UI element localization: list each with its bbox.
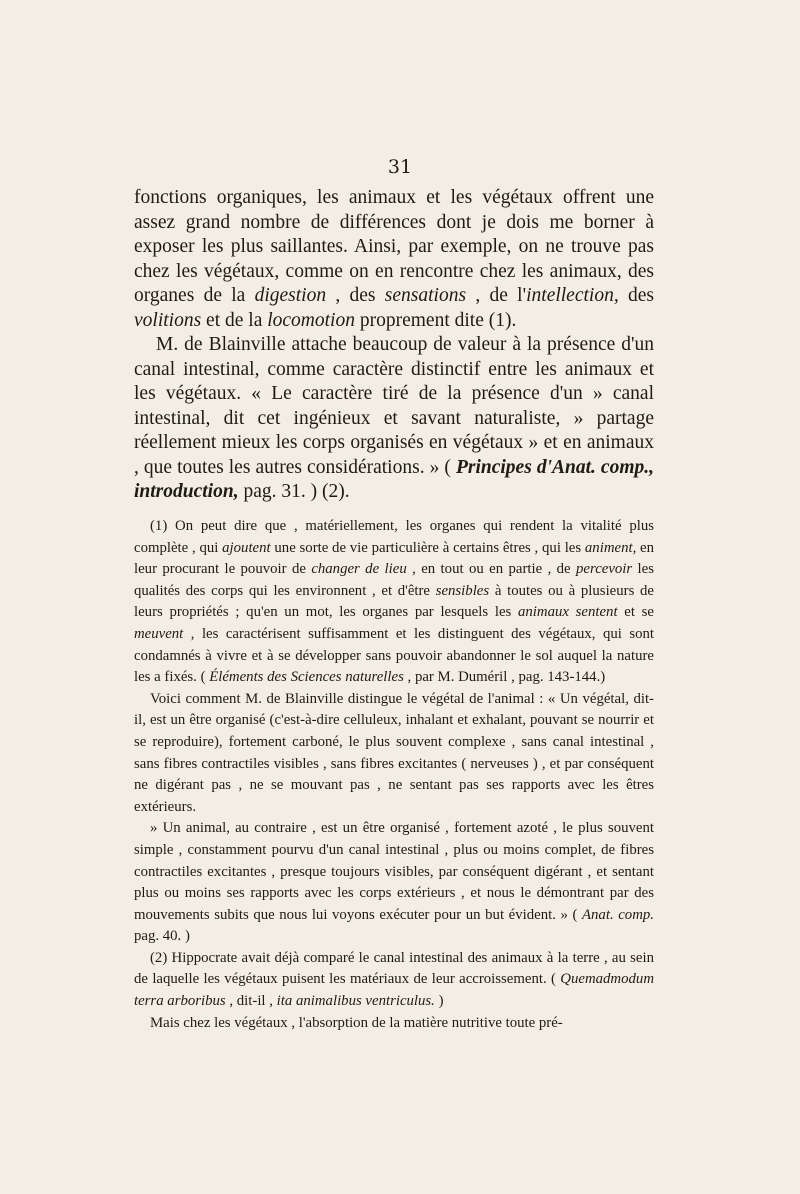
text-run: , des <box>326 285 385 306</box>
catchline: Mais chez les végétaux , l'absorption de la matière nutritive toute pré- <box>150 1014 563 1031</box>
text-run: pag. 31. ) (2). <box>238 481 350 502</box>
footnote-1-quote <box>134 818 654 948</box>
text-run: (2) Hippocrate avait déjà comparé le canal intestinal des animaux à la terre , au sein de laquelle les végétaux puisent les matériaux de leur accroissement. ( <box>134 949 654 988</box>
text-run: en leur procurant le pouvoir de <box>134 539 655 578</box>
italic-term: sensibles <box>435 582 490 599</box>
italic-term: digestion <box>254 285 327 306</box>
text-run: pag. 40. ) <box>134 928 190 945</box>
citation: Principes d'Anat. comp., introduction, <box>134 456 655 502</box>
text-run: (1) On peut dire que , matériellement, les organes qui rendent la vitalité plus complète , qui <box>134 518 654 556</box>
text-run: ) <box>434 993 444 1010</box>
footnote-1-continued: Voici comment M. de Blainville distingue le végétal de l'animal : « Un végétal, dit-il, est un être organisé (c'est-à-dire celluleux, inhalant et exhalant, pouvant se nourrir et se reproduire), fortement carboné, le plus souvent complexe , sans canal intestinal , sans fibres contractiles visibles , sans fibres excitantes ( nerveuses ) , et par conséquent ne digérant pas , ne se mouvant pas , ne sentant pas ses rapports avec les êtres extérieurs. <box>134 690 654 815</box>
italic-term: locomotion <box>267 309 355 331</box>
text-run: et de la <box>201 309 268 331</box>
text-run: , les caractérisent suffisamment et les distinguent des végétaux, qui sont condamnés à vivre et à se développer sans pouvoir abandonner le sol auquel la nature les a fixés. ( <box>134 625 654 686</box>
text-run: les qualités des corps qui les environnent , et d'être <box>134 561 654 599</box>
main-text <box>134 186 654 505</box>
text-run: proprement dite (1). <box>354 309 517 331</box>
italic-term: ajoutent <box>222 539 271 556</box>
text-run: M. de Blainville attache beaucoup de valeur à la présence d'un canal intestinal, comme caractère distinctif entre les animaux et les végétaux. « Le caractère tiré de la présence d'un » canal intestinal, dit cet ingénieux et savant naturaliste, » partage réellement mieux les corps organisés en végétaux » et en animaux , que toutes les autres considérations. » ( <box>134 334 654 478</box>
paragraph-1 <box>134 186 654 333</box>
text-run: à toutes ou à plusieurs de leurs propriétés ; qu'en un mot, les organes par lesquels les <box>134 582 654 621</box>
page-number: 31 <box>387 156 413 178</box>
text-run: , dit-il , <box>225 993 277 1010</box>
italic-term: animaux sentent <box>517 604 618 621</box>
italic-term: intellection, <box>526 285 619 306</box>
text-run: et se <box>617 604 655 621</box>
italic-term: sensations <box>384 285 467 306</box>
text-run: » Un animal, au contraire , est un être organisé , fortement azoté , le plus souvent simple , constamment pourvu d'un canal intestinal , plus ou moins complet, de fibres contractiles excitantes , presque toujours visibles, par conséquent digérant , et sentant plus ou moins ses rapports avec les corps extérieurs , et nous le démontrant par des mouvements subits que nous lui voyons exécuter pour un but évident. » ( <box>134 820 654 923</box>
text-run: , en tout ou en partie , de <box>406 561 577 578</box>
italic-term: percevoir <box>576 561 633 578</box>
italic-term: volitions <box>134 309 202 331</box>
text-run: fonctions organiques, les animaux et les végétaux offrent une assez grand nombre de différences dont je dois me borner à exposer les plus saillantes. Ainsi, par exemple, on ne trouve pas chez les végétaux, comme on en rencontre chez les animaux, des organes de la <box>134 187 654 306</box>
footnote-2 <box>134 948 654 1013</box>
paragraph-2 <box>134 333 654 505</box>
text-run: une sorte de vie particulière à certains êtres , qui les <box>270 539 585 556</box>
italic-term: animent, <box>584 539 637 556</box>
citation: Anat. comp. <box>582 906 654 923</box>
citation: Éléments des Sciences naturelles <box>209 669 404 686</box>
latin-quote: Quemadmodum terra arboribus <box>134 971 654 1010</box>
text-run: , par M. Duméril , pag. 143-144.) <box>403 669 606 686</box>
italic-term: meuvent <box>134 625 184 642</box>
text-run: , de l' <box>466 285 527 306</box>
footnotes <box>134 516 654 1034</box>
text-run: des <box>618 285 654 306</box>
italic-term: changer de lieu <box>311 561 407 578</box>
latin-quote: ita animalibus ventriculus. <box>276 993 435 1010</box>
footnote-1 <box>134 516 654 689</box>
